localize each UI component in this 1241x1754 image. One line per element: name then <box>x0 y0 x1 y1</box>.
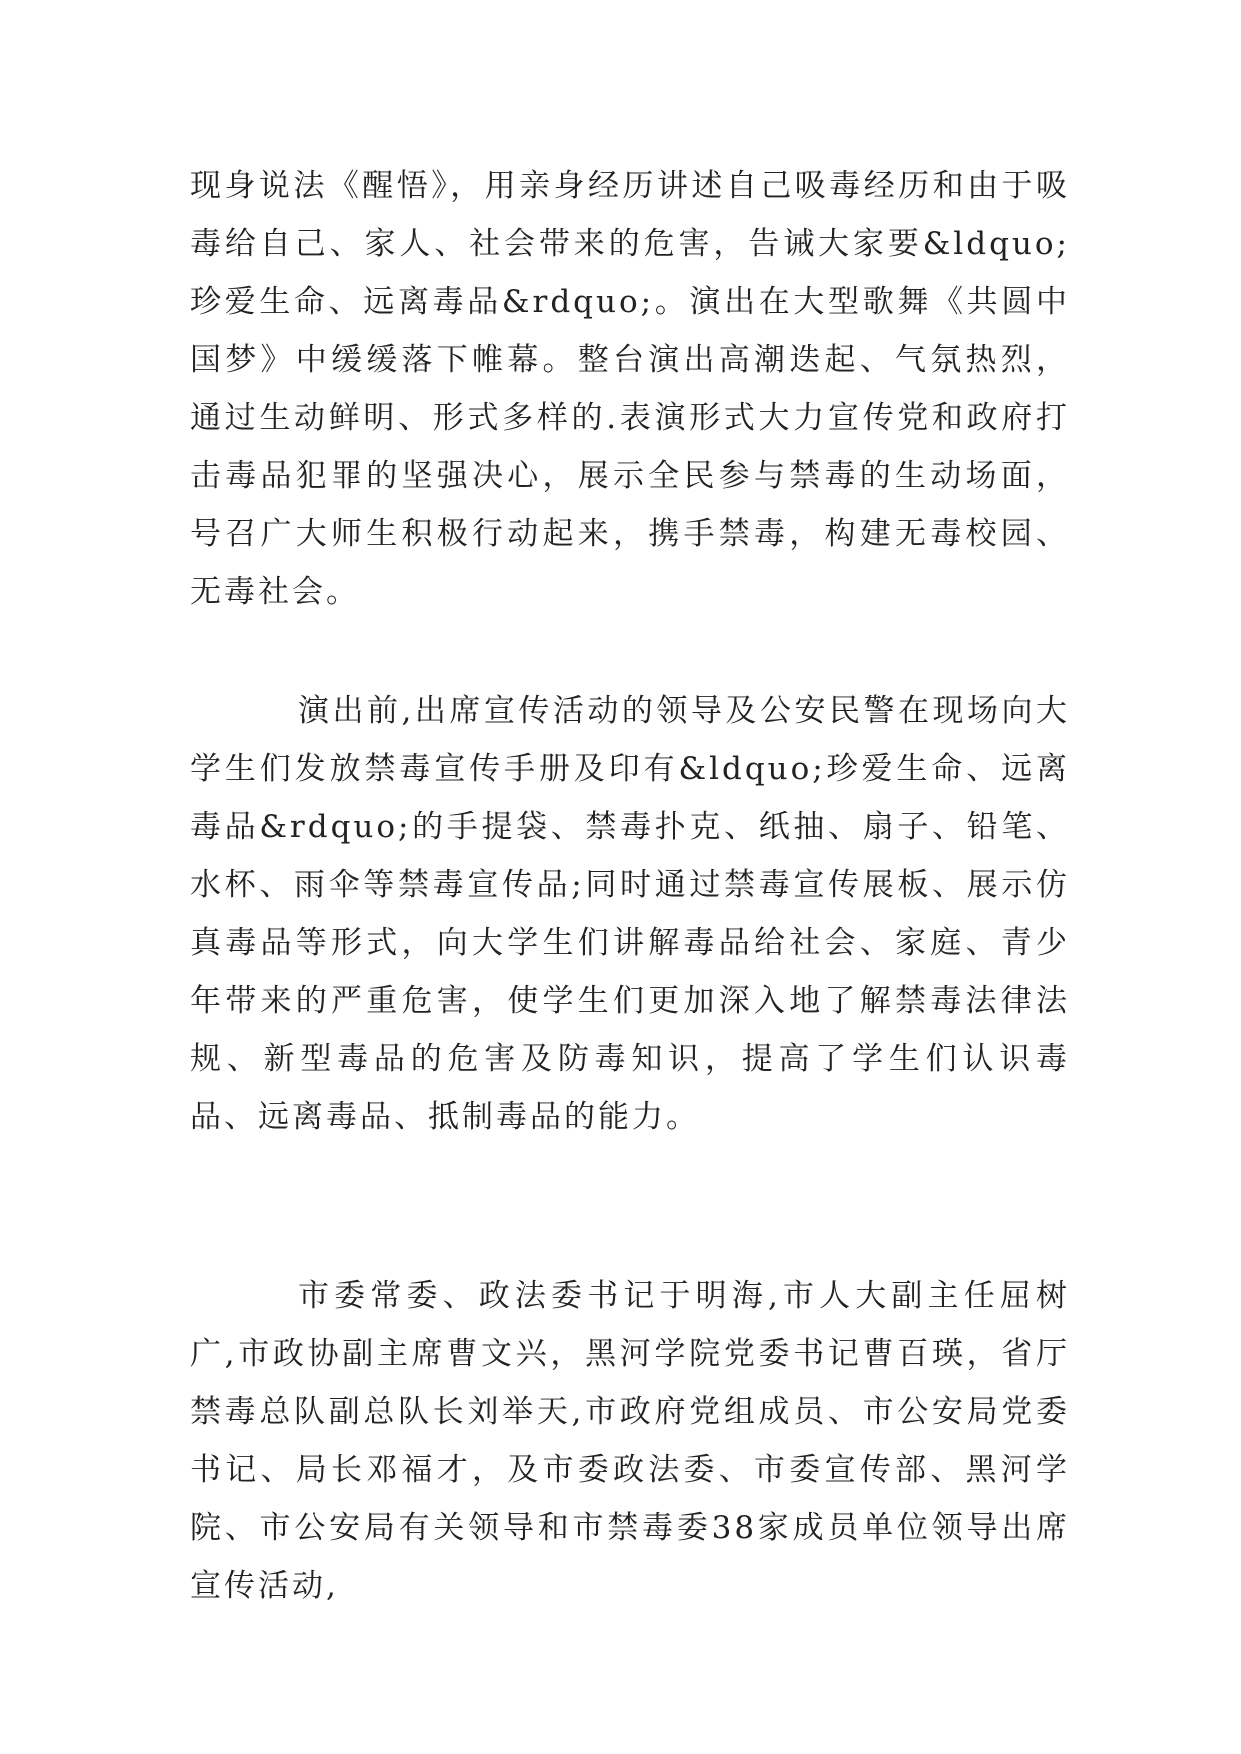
paragraph-pre-show-activities: 演出前,出席宣传活动的领导及公安民警在现场向大学生们发放禁毒宣传手册及印有&ldquo;珍爱生命、远离毒品&rdquo;的手提袋、禁毒扑克、纸抽、扇子、铅笔、水杯、雨伞等禁毒宣传品;同时通过禁毒宣传展板、展示仿真毒品等形式，向大学生们讲解毒品给社会、家庭、青少年带来的严重危害，使学生们更加深入地了解禁毒法律法规、新型毒品的危害及防毒知识，提高了学生们认识毒品、远离毒品、抵制毒品的能力。 <box>190 693 1070 1135</box>
paragraph-performance-summary: 现身说法《醒悟》，用亲身经历讲述自己吸毒经历和由于吸毒给自己、家人、社会带来的危害，告诫大家要&ldquo;珍爱生命、远离毒品&rdquo;。演出在大型歌舞《共圆中国梦》中缓缓落下帷幕。整台演出高潮迭起、气氛热烈，通过生动鲜明、形式多样的.表演形式大力宣传党和政府打击毒品犯罪的坚强决心，展示全民参与禁毒的生动场面，号召广大师生积极行动起来，携手禁毒，构建无毒校园、无毒社会。 <box>190 168 1070 610</box>
paragraph-attending-officials: 市委常委、政法委书记于明海,市人大副主任屈树广,市政协副主席曹文兴，黑河学院党委书记曹百瑛，省厅禁毒总队副总队长刘举天,市政府党组成员、市公安局党委书记、局长邓福才，及市委政法委、市委宣传部、黑河学院、市公安局有关领导和市禁毒委38家成员单位领导出席宣传活动, <box>190 1278 1070 1604</box>
